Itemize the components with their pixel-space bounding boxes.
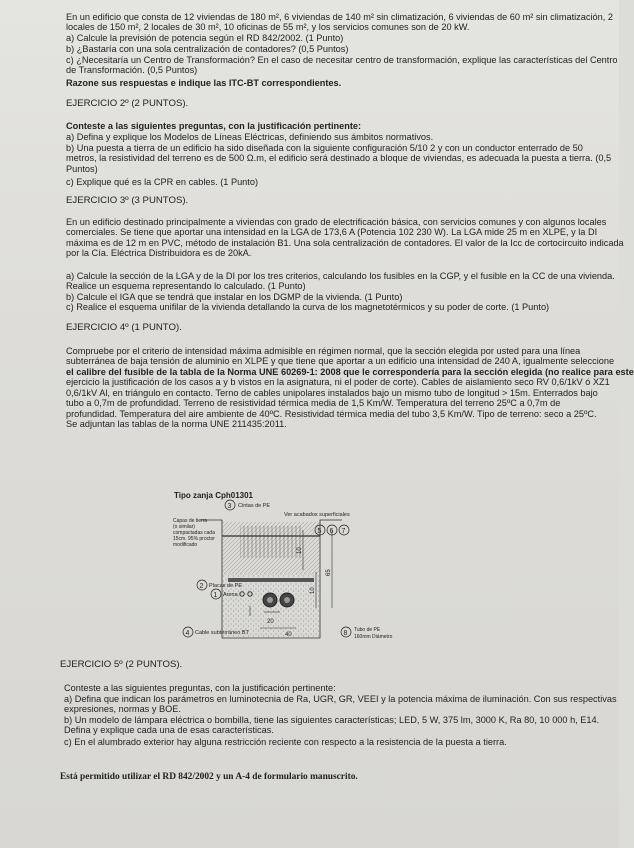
ex5-intro: Conteste a las siguientes preguntas, con la justificación pertinente: [64,683,336,693]
ex3-line-4: por la Cía. Eléctrica Distribuidora es de 20kA. [66,248,252,258]
pipe-1-core [267,597,273,603]
ex4-line-5: 0,6/1kV Al, en triángulo en contacto. Terno de cables unipolares instalados bajo un mismo tubo de longitud > 15m. Enterrados bajo [66,388,598,398]
callout-6: 6 [329,528,334,535]
label-fill-1: Capas de tierra [173,518,208,524]
ex4-line-6: tubo a 0,7m de profundidad. Terreno de resistividad térmica media de 1,5 Km/W. Temperatura del terreno 25ºC a 0,7m de [66,398,561,408]
callout-5: 5 [317,528,322,535]
label-tapes: Cintas de PE [238,503,271,509]
ex3-line-1: En un edificio destinado principalmente a viviendas con grado de electrificación básica, con servicios comunes y con algunos locales [66,217,607,227]
trench-figure [170,488,393,650]
ex5-question-c: c) En el alumbrado exterior hay alguna restricción reciente con respecto a la resistencia de la puesta a tierra. [64,737,507,747]
intro-question-b: b) ¿Bastaría con una sola centralización de contadores? (0,5 Puntos) [66,44,349,54]
callout-3: 3 [227,503,232,510]
ex4-line-2: subterránea de baja tensión de aluminio en XLPE y que tiene que aportar a un edificio una intensidad de 240 A, igualmente seleccione [66,356,615,366]
ex3-question-c: c) Realice el esquema unifilar de la vivienda detallando la curva de los magnetotérmicos y su poder de corte. (1 Punto) [66,302,550,312]
ex3-question-b: b) Calcule el IGA que se tendrá que instalar en los DGMP de la vivienda. (1 Punto) [66,292,403,302]
ex5-question-a-2: expresiones, normas y BOE. [64,704,181,714]
ex4-line-3: el calibre del fusible de la tabla de la Norma UNE 60269-1: 2008 que le correspondería para la sección elegida (no realice para este [66,367,634,377]
label-plates: Placas de PE [209,583,243,589]
trench-diagram [170,488,393,650]
dim-65: 65 [326,569,332,576]
ex4-line-1: Compruebe por el criterio de intensidad máxima admisible en régimen normal, que la sección elegida por usted para una línea [66,346,581,356]
ex4-title: EJERCICIO 4º (1 PUNTO). [66,322,182,333]
ex2-question-b-2: metros, la resistividad del terreno es de 500 Ω.m, el edificio será destinado a bloque de viviendas, es adecuada la puesta a tierra. (0,5 [66,153,612,163]
ex4-line-7: profundidad. Temperatura del aire ambiente de 40ºC. Resistividad térmica media del tubo 3,5 Km/W. Tipo de terreno: seco a 25ºC. [66,409,597,419]
ex3-line-3: máxima es de 12 m en PVC, método de instalación B1. Una sola centralización de contadores. El valor de la Icc de cortocircuito indicada [66,238,624,248]
intro-question-c-1: c) ¿Necesitaría un Centro de Transformación? En el caso de necesitar centro de transformación, explique las características del Centro [66,55,618,65]
pipe-2-core [284,597,290,603]
ex2-question-b-1: b) Una puesta a tierra de un edificio ha sido diseñada con la siguiente configuración 5/10 2 y con un conductor enterrado de 50 [66,143,583,153]
ex4-line-8: Se adjuntan las tablas de la norma UNE 211435:2011. [66,419,287,429]
label-fill-2: (o similar) [173,524,195,530]
intro-question-c-2: de Transformación. (0,5 Puntos) [66,65,198,75]
figure-title: Tipo zanja Cph01301 [174,491,253,500]
ex5-title: EJERCICIO 5º (2 PUNTOS). [60,659,183,670]
label-fill-5: modificado [173,542,198,548]
footer-note: Está permitido utilizar el RD 842/2002 y un A-4 de formulario manuscrito. [60,772,358,782]
ex2-question-a: a) Defina y explique los Modelos de Líneas Eléctricas, definiendo sus ámbitos normativos. [66,132,434,142]
ex3-line-2: comerciales. Se tiene que aportar una intensidad en la LGA de 173,6 A (Potencia 102 230 W). La LGA mide 25 m en XLPE, y la DI [66,227,598,237]
label-tube: Tubo de PE [354,627,381,633]
label-cable: Cable subterráneo BT [195,630,249,636]
intro-line-1: En un edificio que consta de 12 viviendas de 180 m², 6 viviendas de 140 m² sin climatización, 6 viviendas de 60 m² sin climatización, 2 [66,12,613,22]
label-fill-4: 15cm. 95% proctor [173,536,215,542]
callout-2: 2 [199,583,204,590]
intro-line-2: locales de 150 m², 2 locales de 30 m², 10 oficinas de 55 m², y los servicios comunes son de 20 kW. [66,22,470,32]
ex2-title: EJERCICIO 2º (2 PUNTOS). [66,98,189,109]
dim-40: 40 [285,632,292,638]
ex5-question-b-1: b) Un modelo de lámpara eléctrica o bombilla, tiene las siguientes características; LED, 5 W, 375 lm, 3000 K, Ra 80, 10 000 h, E14. [64,715,600,725]
ex2-question-b-3: Puntos) [66,164,98,174]
ex3-question-a-2: Realice un esquema representando lo calculado. (1 Punto) [66,281,306,291]
ex2-intro: Conteste a las siguientes preguntas, con la justificación pertinente: [66,121,362,131]
ex5-question-a-1: a) Defina que indican los parámetros en luminotecnia de Ra, UGR, GR, VEEI y la potencia máxima de iluminación. Con sus respectivas [64,694,617,704]
ex3-question-a-1: a) Calcule la sección de la LGA y de la DI por los tres criterios, calculando los fusibles en la CGP, y el fusible en la CC de una vivienda. [66,271,615,281]
callout-4: 4 [185,630,190,637]
ex2-question-c: c) Explique qué es la CPR en cables. (1 Punto) [66,177,259,187]
fill-layers [240,526,302,558]
callout-1: 1 [213,592,218,599]
label-tube-diameter: 160mm Diámetro [354,634,393,640]
dim-10b: 10 [310,587,316,594]
callout-7: 7 [341,528,346,535]
intro-note: Razone sus respuestas e indique las ITC-BT correspondientes. [66,78,342,88]
pe-plates [228,578,314,582]
label-surface: Ver acabados superficiales [284,512,350,518]
ex3-title: EJERCICIO 3º (3 PUNTOS). [66,195,189,206]
ex4-line-4: ejercicio la justificación de los casos a y b vistos en la asignatura, ni el poder de corte). Cables de aislamiento seco RV 0,6/1kV ó XZ1 [66,377,610,387]
label-fill-3: compactadas cada [173,530,215,536]
ex5-question-b-2: Defina y explique cada una de esas características. [64,725,274,735]
label-sand: Arena [223,592,238,598]
dim-10: 10 [297,547,303,554]
callout-8: 8 [343,630,348,637]
intro-question-a: a) Calcule la previsión de potencia según el RD 842/2002. (1 Punto) [66,33,344,43]
dim-20: 20 [267,619,274,625]
